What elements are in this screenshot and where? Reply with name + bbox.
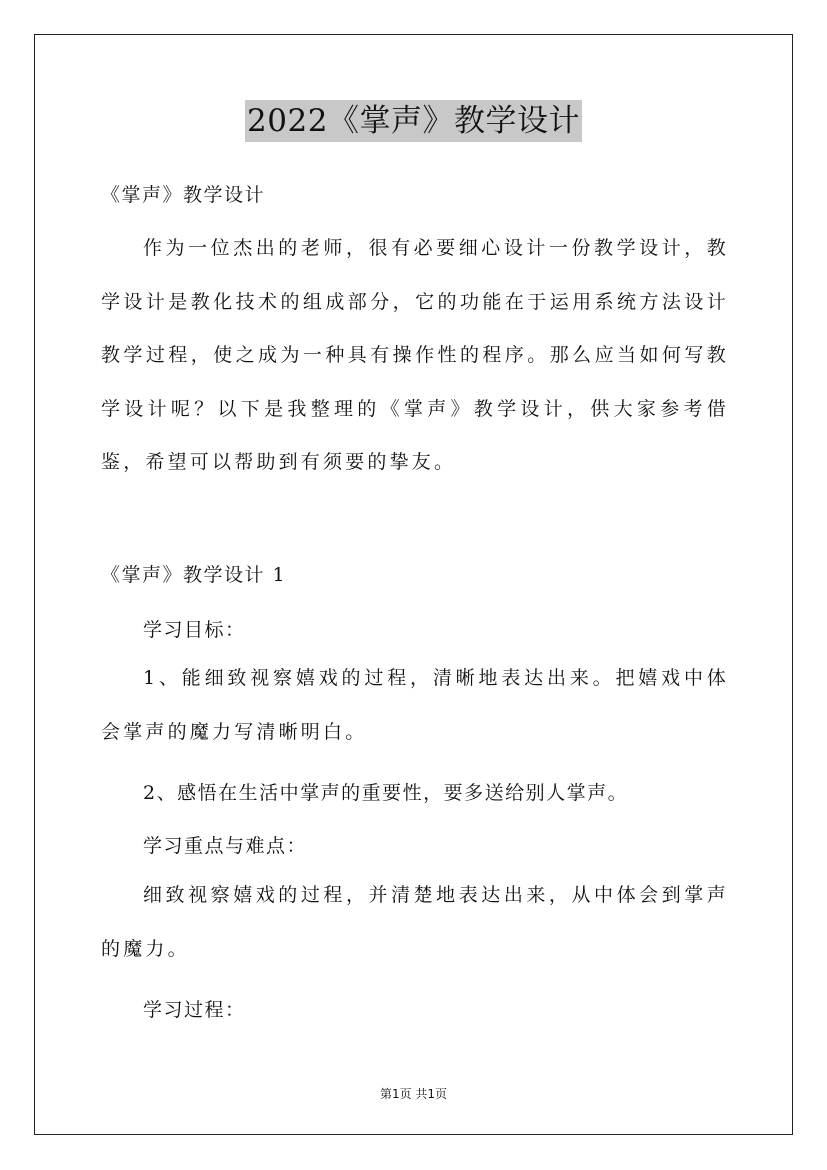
process-label: 学习过程： (143, 999, 246, 1021)
document-title: 2022《掌声》教学设计 (245, 100, 582, 142)
page-footer: 第1页 共1页 (379, 1087, 448, 1101)
intro-heading: 《掌声》教学设计 (101, 184, 266, 206)
title-container (0, 100, 827, 142)
key-points-label: 学习重点与难点： (143, 835, 308, 857)
goal-1: 1、能细致视察嬉戏的过程，清晰地表达出来。把嬉戏中体会掌声的魔力写清晰明白。 (101, 667, 729, 743)
goal-2: 2、感悟在生活中掌声的重要性，要多送给别人掌声。 (143, 782, 629, 804)
intro-paragraph: 作为一位杰出的老师，很有必要细心设计一份教学设计，教学设计是教化技术的组成部分，它的功能在于运用系统方法设计教学过程，使之成为一种具有操作性的程序。那么应当如何写教学设计呢？以下是我整理的《掌声》教学设计，供大家参考借鉴，希望可以帮助到有须要的挚友。 (101, 237, 729, 473)
goals-label: 学习目标： (143, 619, 246, 641)
key-points-text: 细致视察嬉戏的过程，并清楚地表达出来，从中体会到掌声的魔力。 (101, 884, 729, 960)
section1-heading: 《掌声》教学设计 1 (101, 564, 287, 586)
